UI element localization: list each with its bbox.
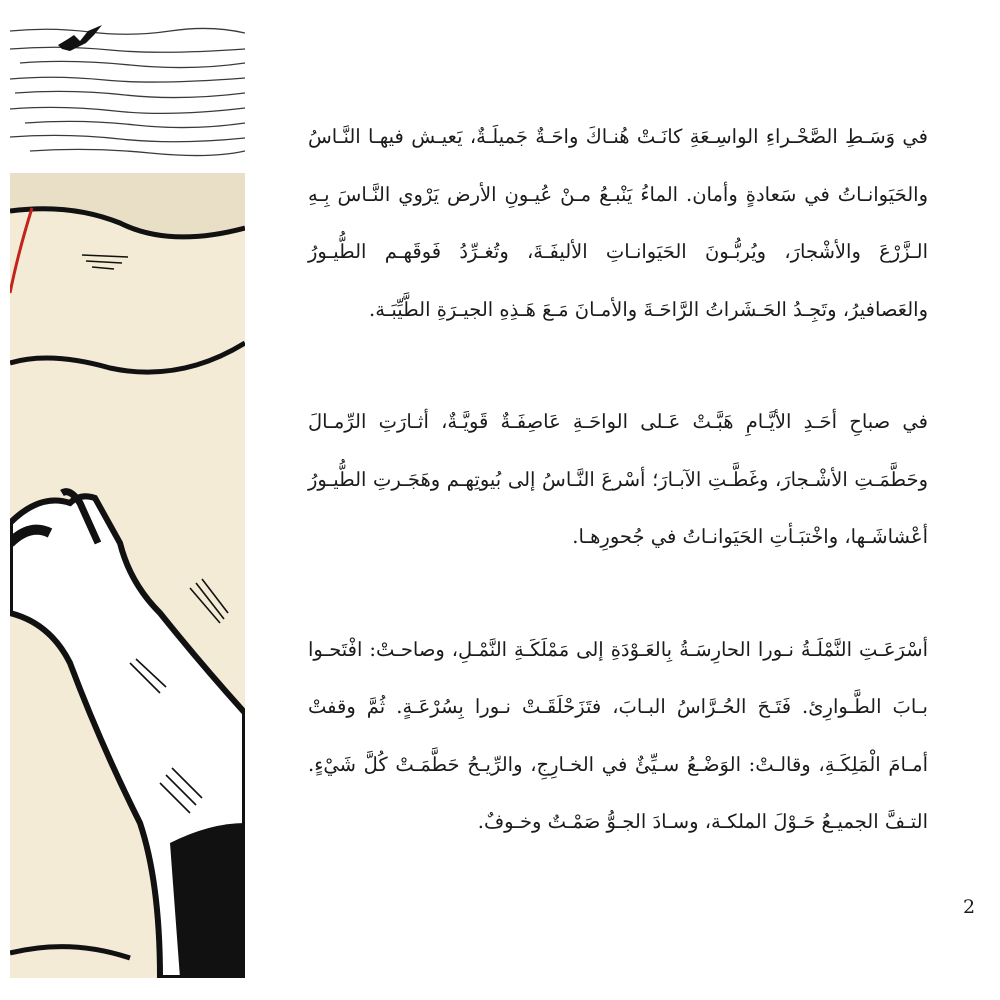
paragraph-3: أسْرَعَـتِ النَّمْلَـةُ نـورا الحارِسَـةُ بِالعَـوْدَةِ إلى مَمْلَكَـةِ النَّمْـلِ، وصاحـتْ: افْتَحـوا بـابَ الطَّـوارِئ. فَتَـحَ الحُـرَّاسُ البـابَ، فتَزَحْلَقَـتْ نـورا بِسُرْعَـةٍ. ثُمَّ وقفتْ أمـامَ الْمَلِكَـةِ، وقالـتْ: الوَضْـعُ سـيِّئٌ في الخـارِجِ، والرِّيـحُ حَطَّمَـتْ كُلَّ شَيْءٍ. التـفَّ الجميـعُ حَـوْلَ الملكـة، وسـادَ الجـوُّ صَمْـتٌ وخـوفٌ. — [308, 637, 928, 833]
desert-illustration — [10, 23, 245, 978]
story-text — [308, 108, 928, 851]
paragraph-1: في وَسَـطِ الصَّحْـراءِ الواسِـعَةِ كانَـتْ هُنـاكَ واحَـةٌ جَميلَـةٌ، يَعيـش فيهـا النَّـاسُ والحَيَوانـاتُ في سَعادةٍ وأمان. الماءُ يَنْبـعُ مـنْ عُيـونِ الأرض يَرْوي النَّـاسَ بِـهِ الـزَّرْعَ والأشْجارَ، ويُربُّـونَ الحَيَوانـاتِ الأليفَـةَ، وتُغـرِّدُ فَوقَهـم الطُّيـورُ والعَصافيرُ، وتَجِـدُ الحَـشَراتُ الرَّاحَـةَ والأمـانَ مَـعَ هَـذِهِ الجيـرَةِ الطَّيِّبَـة. — [308, 125, 928, 321]
page-number: 2 — [963, 896, 976, 918]
sleeve-shadow — [170, 823, 245, 978]
paragraph-2: في صباحِ أحَـدِ الأيَّـامِ هَبَّـتْ عَـلى الواحَـةِ عَاصِفَـةٌ قَويَّـةٌ، أثـارَتِ الرِّمـالَ وحَطَّمَـتِ الأشْـجارَ، وغَطَّـتِ الآبـارَ؛ أسْرعَ النَّـاسُ إلى بُيوتِهـم وهَجَـرتِ الطُّيـورُ أعْشاشَـها، واخْتبَـأتِ الحَيَوانـاتُ في جُحورِهـا. — [308, 410, 928, 548]
